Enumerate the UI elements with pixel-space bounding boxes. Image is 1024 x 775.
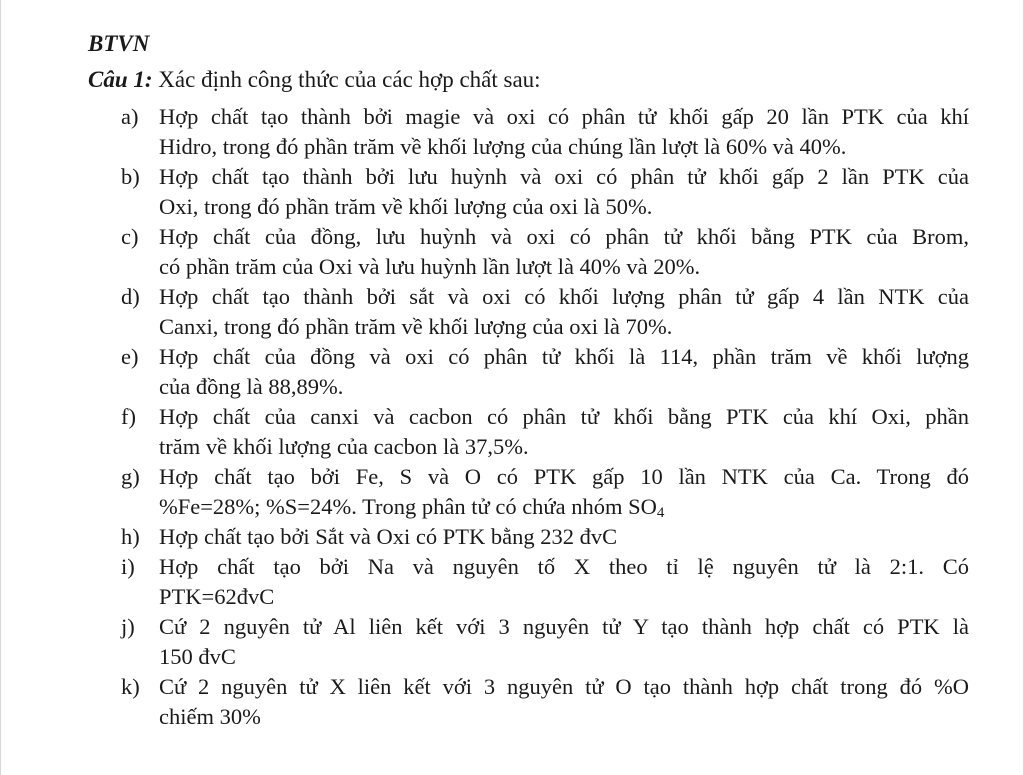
exercise-line-text: Canxi, trong đó phần trăm về khối lượng của oxi là 70%. (159, 314, 673, 339)
exercise-item (121, 222, 969, 282)
exercise-line (159, 672, 969, 702)
exercise-marker: k) (121, 674, 140, 699)
exercise-line (159, 192, 969, 222)
exercise-line-text: Hợp chất của đồng, lưu huỳnh và oxi có phân tử khối bằng PTK của Brom, (159, 224, 969, 249)
exercise-line-text: Hợp chất của canxi và cacbon có phân tử khối bằng PTK của khí Oxi, phần (159, 404, 969, 429)
exercise-line (159, 462, 969, 492)
question-title (88, 63, 541, 97)
exercise-marker: h) (121, 524, 140, 549)
exercise-line-text: Hợp chất tạo thành bởi lưu huỳnh và oxi có phân tử khối gấp 2 lần PTK của (159, 164, 969, 189)
exercise-marker: j) (121, 614, 135, 639)
exercise-marker: b) (121, 164, 140, 189)
exercise-line-text: Hợp chất tạo thành bởi sắt và oxi có khối lượng phân tử gấp 4 lần NTK của (159, 284, 969, 309)
exercise-marker: i) (121, 554, 135, 579)
exercise-line-text: Hợp chất tạo thành bởi magie và oxi có phân tử khối gấp 20 lần PTK của khí (159, 104, 969, 129)
exercise-line (159, 642, 969, 672)
exercise-item (121, 552, 969, 612)
question-label: Câu 1: (88, 67, 153, 92)
exercise-line-text: trăm về khối lượng của cacbon là 37,5%. (159, 434, 529, 459)
exercise-line (159, 432, 969, 462)
exercise-line-text: Oxi, trong đó phần trăm về khối lượng của oxi là 50%. (159, 194, 653, 219)
exercise-line (159, 702, 969, 732)
exercise-line (159, 312, 969, 342)
exercise-line-text: chiếm 30% (159, 704, 261, 729)
exercise-line-text: Hợp chất tạo bởi Sắt và Oxi có PTK bằng 232 đvC (159, 524, 618, 549)
exercise-line (159, 162, 969, 192)
exercise-item (121, 102, 969, 162)
exercise-line-text: PTK=62đvC (159, 584, 275, 609)
exercise-line (159, 372, 969, 402)
exercise-line-text: Hợp chất tạo bởi Fe, S và O có PTK gấp 10 lần NTK của Ca. Trong đó (159, 464, 969, 489)
document-heading: BTVN (88, 31, 150, 56)
exercise-line (159, 492, 969, 522)
exercise-item (121, 402, 969, 462)
exercise-line-text: Hợp chất của đồng và oxi có phân tử khối là 114, phần trăm về khối lượng (159, 344, 969, 369)
exercise-marker: e) (121, 344, 139, 369)
exercise-line (159, 612, 969, 642)
exercise-line-text: Hợp chất tạo bởi Na và nguyên tố X theo tỉ lệ nguyên tử là 2:1. Có (159, 554, 969, 579)
exercise-marker: c) (121, 224, 139, 249)
exercise-line (159, 282, 969, 312)
exercise-line-text: Cứ 2 nguyên tử X liên kết với 3 nguyên tử O tạo thành hợp chất trong đó %O (159, 674, 969, 699)
exercise-item (121, 162, 969, 222)
exercise-line (159, 522, 969, 552)
exercise-marker: d) (121, 284, 140, 309)
subscript: 4 (656, 505, 665, 521)
exercise-item (121, 672, 969, 732)
exercise-line (159, 552, 969, 582)
exercise-line (159, 102, 969, 132)
exercise-line (159, 222, 969, 252)
exercise-line-text: của đồng là 88,89%. (159, 374, 344, 399)
exercise-marker: g) (121, 464, 140, 489)
exercise-line-text: 150 đvC (159, 644, 236, 669)
exercise-line (159, 342, 969, 372)
exercise-item (121, 612, 969, 672)
exercise-line-text: %Fe=28%; %S=24%. Trong phân tử có chứa nhóm SO (159, 494, 657, 519)
exercise-item (121, 522, 969, 552)
exercise-line-text: Hidro, trong đó phần trăm về khối lượng của chúng lần lượt là 60% và 40%. (159, 134, 847, 159)
exercise-line (159, 582, 969, 612)
exercise-line (159, 402, 969, 432)
exercise-item (121, 462, 969, 522)
exercise-list (121, 102, 969, 732)
exercise-marker: a) (121, 104, 139, 129)
question-text: Xác định công thức của các hợp chất sau: (152, 67, 541, 92)
exercise-line-text: có phần trăm của Oxi và lưu huỳnh lần lượt là 40% và 20%. (159, 254, 701, 279)
exercise-item (121, 342, 969, 402)
exercise-line (159, 132, 969, 162)
exercise-marker: f) (121, 404, 136, 429)
exercise-item (121, 282, 969, 342)
exercise-line (159, 252, 969, 282)
exercise-line-text: Cứ 2 nguyên tử Al liên kết với 3 nguyên tử Y tạo thành hợp chất có PTK là (159, 614, 969, 639)
